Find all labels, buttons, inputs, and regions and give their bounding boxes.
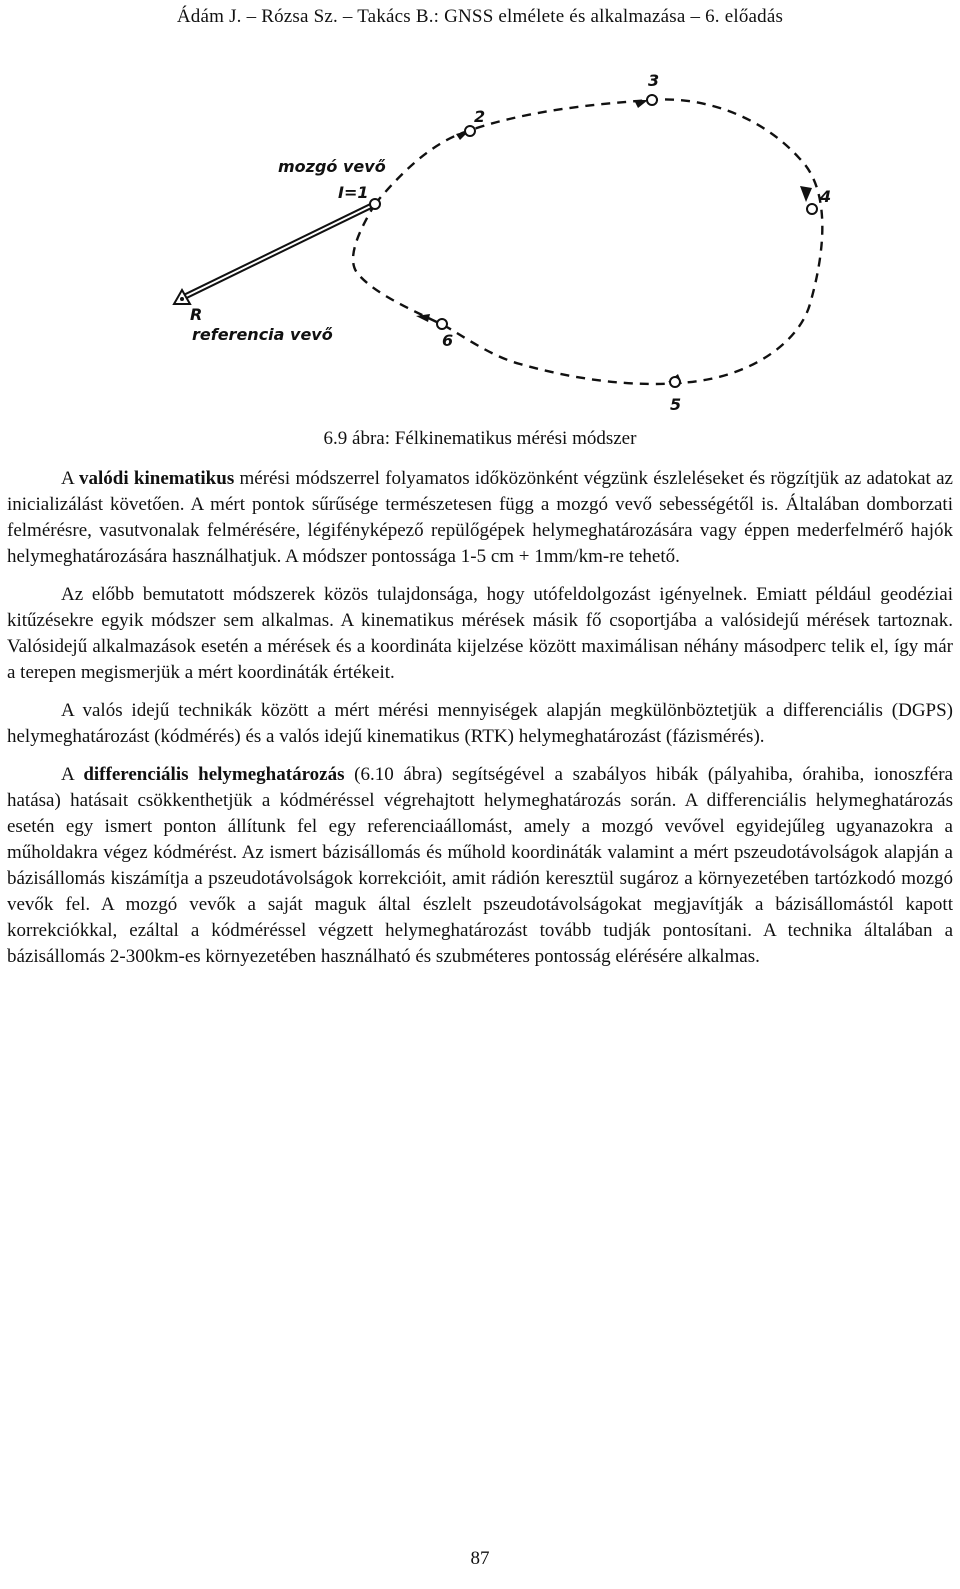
arrow-marker-3 [800,186,812,202]
figure-semi-kinematic [160,64,860,424]
arrow-marker-5 [416,314,430,322]
point-6 [437,319,447,329]
label-mobile-receiver: mozgó vevő [278,157,386,176]
figure-diagram [160,64,860,424]
label-point-4: 4 [820,187,832,206]
reference-center-dot [180,297,184,301]
label-point-2: 2 [474,107,486,126]
point-1 [370,199,380,209]
p1-lead: A [61,468,79,489]
paragraph-dgps-rtk: A valós idejű technikák között a mért mérési mennyiségek alapján megkülönböztetjük a differenciális (DGPS) helymeghatározást (kódmérés) és a valós idejű kinematikus (RTK) helymeghatározást (fázismérés). [7,700,953,747]
paragraph-real-kinematic [7,466,953,570]
point-3 [647,95,657,105]
label-point-3: 3 [648,71,660,90]
running-header: Ádám J. – Rózsa Sz. – Takács B.: GNSS elmélete és alkalmazása – 6. előadás [176,6,784,27]
point-2 [465,126,475,136]
p1-bold-term: valódi kinematikus [78,468,235,489]
baseline-line-inner [182,204,375,298]
point-4 [807,204,817,214]
label-reference-receiver: referencia vevő [192,325,333,344]
p1-text: mérési módszerrel folyamatos időközönként végzünk észleléseket és rögzítjük az adatokat az inicializálást követően. A mért pontok sűrűsége természetesen függ a mozgó vevő sebességétől is. Általában domborzati felmérésre, vasutvonalak felmérésére, légifényképező repülőgépek helymeghatározására vagy éppen mederfelmérő hajók helymeghatározására használhatjuk. A módszer pontossága 1-5 cm + 1mm/km-re tehető. [7,468,953,567]
label-point-5: 5 [670,395,682,414]
p4-text: (6.10 ábra) segítségével a szabályos hibák (pályahiba, órahiba, ionoszféra hatása) hatásait csökkenthetjük a kódméréssel végrehajtott helymeghatározás során. A differenciális helymeghatározás esetén egy ismert ponton állítunk fel egy referenciaállomást, amely a mozgó vevővel egyidejűleg ugyanazokra a műholdakra végez kódmérést. Az ismert bázisállomás és műhold koordináták valamint a mért pszeudotávolságok alapján a bázisállomás kiszámítja a pszeudotávolságok korrekcióit, amit rádión keresztül sugároz a környezetében tartózkodó mozgó vevők fel. A mozgó vevők a saját maguk által észlelt pszeudotávolságokat megjavítják a bázisállomástól kapott korrekciókkal, ezáltal a kódméréssel végzett helymeghatározást tovább tudják pontosítani. A technika általában a bázisállomás 2-300km-es környezetében használható és szubméteres pontosság elérésére alkalmas. [7,764,953,967]
arrow-marker-2 [634,100,648,108]
paragraph-differential [7,762,953,970]
body-text [7,466,953,982]
p4-lead: A [61,764,84,785]
p4-bold-term: differenciális helymeghatározás [83,764,345,785]
label-reference-letter: R [190,305,203,324]
paragraph-realtime: Az előbb bemutatott módszerek közös tulajdonsága, hogy utófeldolgozást igényelnek. Emiatt például geodéziai kitűzésekre egyik módszer sem alkalmas. A kinematikus mérések másik fő csoportjába a valósidejű mérések tartoznak. Valósidejű alkalmazások esetén a mérések és a koordináta kijelzése között maximálisan néhány másodperc telik el, így már a terepen megismerjük a mért koordináták értékeit. [7,584,953,683]
label-epoch: I=1 [338,183,369,202]
point-5 [670,377,680,387]
figure-caption: 6.9 ábra: Félkinematikus mérési módszer [323,428,637,449]
trajectory-path [353,99,822,384]
label-point-6: 6 [442,331,454,350]
page-number: 87 [470,1548,490,1569]
